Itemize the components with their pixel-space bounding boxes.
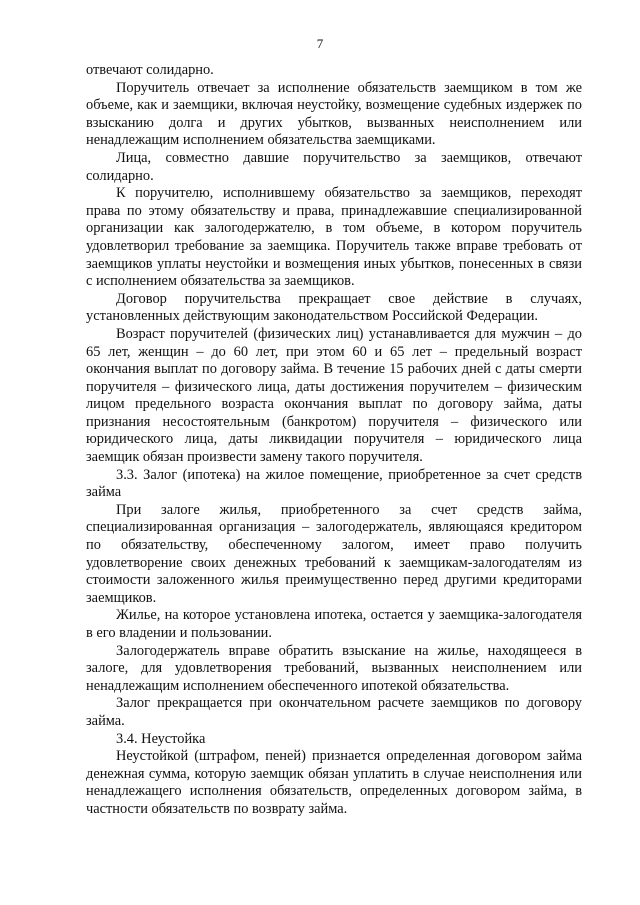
paragraph-4: К поручителю, исполнившему обязательство за заемщиков, переходят права по этому обязательству и права, принадлежавшие специализированной организации как залогодержателю, в том объеме, в котором поручитель удовлетворил требование за заемщика. Поручитель также вправе требовать от заемщиков уплаты неустойки и возмещения иных убытков, понесенных в связи с исполнением обязательства за заемщиков.	[86, 185, 582, 290]
page-number: 7	[316, 36, 324, 51]
section-heading-3-4: 3.4. Неустойка	[116, 730, 206, 747]
section-heading-3-3: 3.3. Залог (ипотека) на жилое помещение, приобретенное за счет средств займа	[86, 466, 582, 501]
document-body	[86, 62, 582, 819]
paragraph-11: Неустойкой (штрафом, пеней) признается определенная договором займа денежная сумма, которую заемщик обязан уплатить в случае неисполнения или ненадлежащего исполнения обязательств, определенных договором займа, в частности обязательств по возврату займа.	[86, 748, 582, 817]
paragraph-8: Жилье, на которое установлена ипотека, остается у заемщика-залогодателя в его владении и пользовании.	[86, 607, 582, 641]
paragraph-10: Залог прекращается при окончательном расчете заемщиков по договору займа.	[86, 695, 582, 729]
paragraph-9: Залогодержатель вправе обратить взыскание на жилье, находящееся в залоге, для удовлетворения требований, вызванных неисполнением или ненадлежащим исполнением обеспеченного ипотекой обязательства.	[86, 642, 582, 694]
paragraph-3: Лица, совместно давшие поручительство за заемщиков, отвечают солидарно.	[86, 149, 582, 184]
paragraph-1: отвечают солидарно.	[86, 62, 214, 78]
paragraph-6: Возраст поручителей (физических лиц) устанавливается для мужчин – до 65 лет, женщин – до 60 лет, при этом 60 и 65 лет – предельный возраст окончания выплат по договору займа. В течение 15 рабочих дней с даты смерти поручителя – физического лица, даты достижения поручителем – физическим лицом предельного возраста окончания выплат по договору займа, даты признания несостоятельным (банкротом) поручителя – физического или юридического лица, даты ликвидации поручителя – юридического лица заемщик обязан произвести замену такого поручителя.	[86, 325, 582, 466]
paragraph-7: При залоге жилья, приобретенного за счет средств займа, специализированная организация – залогодержатель, являющаяся кредитором по обязательству, обеспеченному залогом, имеет право получить удовлетворение своих денежных требований к заемщикам-залогодателям из стоимости заложенного жилья преимущественно перед другими кредиторами заемщиков.	[86, 501, 582, 606]
paragraph-5: Договор поручительства прекращает свое действие в случаях, установленных действующим законодательством Российской Федерации.	[86, 290, 582, 325]
paragraph-2: Поручитель отвечает за исполнение обязательств заемщиком в том же объеме, как и заемщики, включая неустойку, возмещение судебных издержек по взысканию долга и других убытков, вызванных неисполнением или ненадлежащим исполнением обязательства заемщиками.	[86, 79, 582, 149]
